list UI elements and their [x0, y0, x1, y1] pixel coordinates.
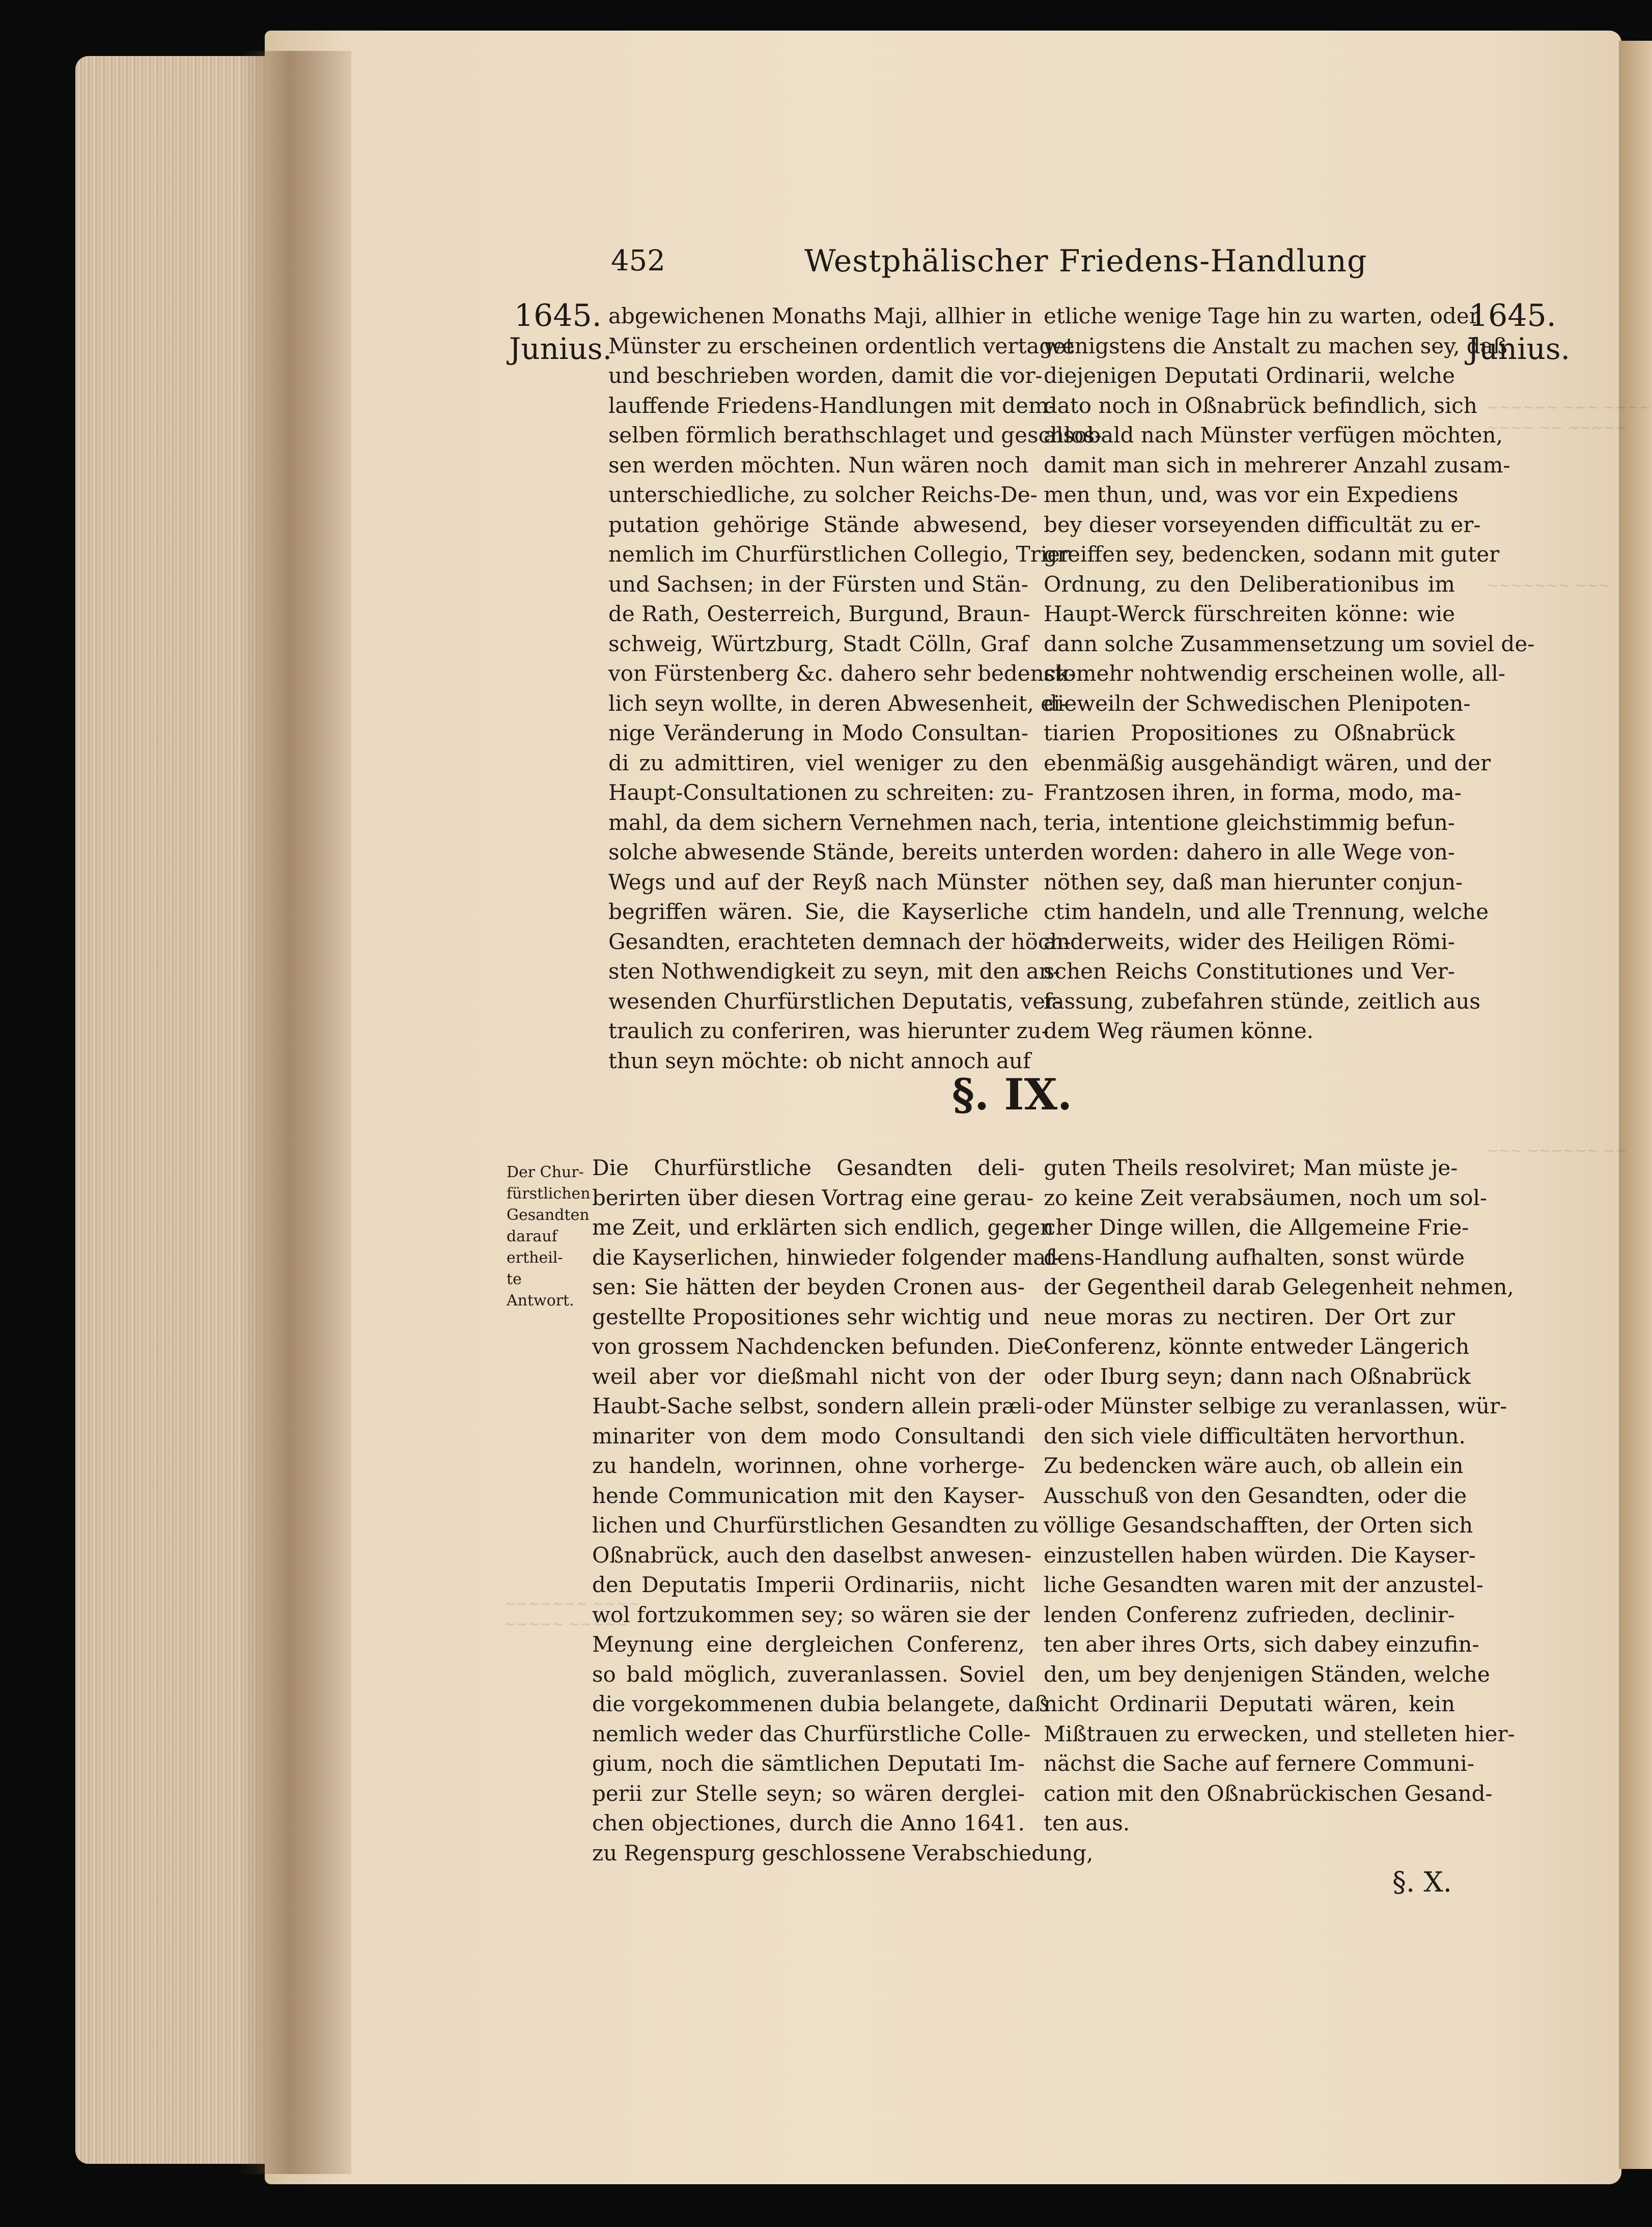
marginal-note: [507, 1162, 593, 1312]
text-line: lenden Conferenz zufrieden, declinir-: [1044, 1602, 1455, 1627]
text-line: den worden: dahero in alle Wege von-: [1044, 840, 1455, 865]
margin-month-right: Junius.: [1467, 331, 1571, 366]
running-title: Westphälischer Friedens-Handlung: [804, 243, 1367, 279]
text-line: Gesandten, erachteten demnach der höch-: [608, 929, 1071, 954]
text-line: selben förmlich berathschlaget und geschlos-: [608, 423, 1102, 448]
text-line: cher Dinge willen, die Allgemeine Frie-: [1044, 1215, 1469, 1240]
binding-gutter: [239, 51, 351, 2174]
text-line: dato noch in Oßnabrück befindlich, sich: [1044, 393, 1477, 418]
section-heading: §. IX.: [952, 1069, 1073, 1120]
text-line: chen objectiones, durch die Anno 1641.: [592, 1811, 1025, 1835]
text-line: Die Churfürstliche Gesandten deli-: [592, 1155, 1025, 1180]
text-line: lichen und Churfürstlichen Gesandten zu: [592, 1513, 1039, 1538]
text-line: damit man sich in mehrerer Anzahl zusam-: [1044, 452, 1510, 478]
text-line: Haubt-Sache selbst, sondern allein præli-: [592, 1394, 1043, 1418]
text-line: anderweits, wider des Heiligen Römi-: [1044, 929, 1455, 954]
margin-year-right: 1645.: [1469, 298, 1556, 333]
text-line: und beschrieben worden, damit die vor-: [608, 363, 1043, 388]
text-line: fassung, zubefahren stünde, zeitlich aus: [1044, 988, 1480, 1014]
text-line: neue moras zu nectiren. Der Ort zur: [1044, 1304, 1455, 1329]
text-line: sten Nothwendigkeit zu seyn, mit den an-: [608, 959, 1060, 984]
text-line: ten aber ihres Orts, sich dabey einzufin-: [1044, 1632, 1479, 1657]
text-line: wesenden Churfürstlichen Deputatis, ver-: [608, 988, 1063, 1014]
text-line: zu handeln, worinnen, ohne vorherge-: [592, 1453, 1025, 1478]
text-line: putation gehörige Stände abwesend,: [608, 512, 1028, 537]
text-line: thun seyn möchte: ob nicht annoch auf: [608, 1048, 1031, 1073]
text-line: traulich zu conferiren, was hierunter zu-: [608, 1018, 1049, 1043]
marginal-note-line: Der Chur-: [507, 1163, 584, 1181]
text-line: alsobald nach Münster verfügen möchten,: [1044, 423, 1503, 448]
margin-year-left: 1645.: [514, 298, 602, 333]
text-line: gium, noch die sämtlichen Deputati Im-: [592, 1751, 1025, 1776]
text-line: zu Regenspurg geschlossene Verabschiedung,: [592, 1840, 1094, 1866]
text-line: oder Iburg seyn; dann nach Oßnabrück: [1044, 1363, 1471, 1389]
text-line: begriffen wären. Sie, die Kayserliche: [608, 899, 1028, 924]
text-line: gestellte Propositiones sehr wichtig und: [592, 1304, 1029, 1329]
text-line: mahl, da dem sichern Vernehmen nach,: [608, 810, 1039, 835]
text-line: Ausschuß von den Gesandten, oder die: [1044, 1483, 1467, 1508]
text-line: den, um bey denjenigen Ständen, welche: [1044, 1661, 1490, 1687]
text-line: nige Veränderung in Modo Consultan-: [608, 720, 1028, 745]
text-line: wol fortzukommen sey; so wären sie der: [592, 1602, 1030, 1627]
text-line: de Rath, Oesterreich, Burgund, Braun-: [608, 601, 1030, 626]
text-line: von Fürstenberg &c. dahero sehr bedenck-: [608, 661, 1076, 686]
bleed-through: ~~~~~~~ ~~~~: [504, 1595, 640, 1612]
text-line: Mißtrauen zu erwecken, und stelleten hier-: [1044, 1721, 1515, 1746]
text-line: Ordnung, zu den Deliberationibus im: [1044, 571, 1455, 597]
text-line: die Kayserlichen, hinwieder folgender maf-: [592, 1244, 1060, 1270]
text-line: men thun, und, was vor ein Expediens: [1044, 482, 1459, 507]
text-line: lich seyn wollte, in deren Abwesenheit, ei-: [608, 690, 1068, 716]
text-line: nemlich weder das Churfürstliche Colle-: [592, 1721, 1031, 1746]
text-line: tiarien Propositiones zu Oßnabrück: [1044, 720, 1455, 745]
margin-month-left: Junius.: [509, 331, 612, 366]
text-line: oder Münster selbige zu veranlassen, wür-: [1044, 1394, 1507, 1418]
text-line: berirten über diesen Vortrag eine gerau-: [592, 1185, 1034, 1210]
text-line: teria, intentione gleichstimmig befun-: [1044, 810, 1455, 835]
bleed-through: ~~~~ ~~ ~~~~~: [1487, 419, 1627, 436]
text-line: greiffen sey, bedencken, sodann mit guter: [1044, 542, 1500, 567]
text-line: minariter von dem modo Consultandi: [592, 1423, 1025, 1449]
marginal-note-line: fürstlichen: [507, 1185, 591, 1203]
text-line: dieweiln der Schwedischen Plenipoten-: [1044, 690, 1471, 716]
bleed-through: ~~~ ~~~~~~ ~~: [1487, 1142, 1627, 1159]
text-line: Conferenz, könnte entweder Längerich: [1044, 1334, 1470, 1359]
facing-page-edge: [1619, 41, 1652, 2169]
text-line: den sich viele difficultäten hervorthun.: [1044, 1423, 1466, 1449]
text-line: hende Communication mit den Kayser-: [592, 1483, 1025, 1508]
text-line: Haupt-Consultationen zu schreiten: zu-: [608, 780, 1034, 805]
text-line: die vorgekommenen dubia belangete, daß: [592, 1691, 1049, 1716]
text-line: dann solche Zusammensetzung um soviel de-: [1044, 631, 1535, 656]
text-line: nöthen sey, daß man hierunter conjun-: [1044, 869, 1463, 895]
text-line: diejenigen Deputati Ordinarii, welche: [1044, 363, 1455, 388]
text-line: der Gegentheil darab Gelegenheit nehmen,: [1044, 1274, 1514, 1299]
text-line: solche abwesende Stände, bereits unter: [608, 840, 1044, 865]
text-line: ebenmäßig ausgehändigt wären, und der: [1044, 750, 1491, 775]
text-line: nemlich im Churfürstlichen Collegio, Trier: [608, 542, 1071, 567]
text-line: und Sachsen; in der Fürsten und Stän-: [608, 571, 1028, 597]
text-line: nächst die Sache auf fernere Communi-: [1044, 1751, 1475, 1776]
marginal-note-line: darauf ertheil-: [507, 1228, 563, 1267]
text-column-left-top: [608, 301, 1102, 1076]
text-line: Wegs und auf der Reyß nach Münster: [608, 869, 1028, 895]
text-line: bey dieser vorseyenden difficultät zu er-: [1044, 512, 1481, 537]
text-line: sen: Sie hätten der beyden Cronen aus-: [592, 1274, 1025, 1299]
text-line: wenigstens die Anstalt zu machen sey, daß: [1044, 333, 1507, 358]
text-line: völlige Gesandschafften, der Orten sich: [1044, 1513, 1473, 1538]
text-line: etliche wenige Tage hin zu warten, oder: [1044, 303, 1479, 328]
text-line: Meynung eine dergleichen Conferenz,: [592, 1632, 1025, 1657]
text-line: dem Weg räumen könne.: [1044, 1018, 1314, 1043]
text-line: Oßnabrück, auch den daselbst anwesen-: [592, 1542, 1032, 1568]
text-line: nicht Ordinarii Deputati wären, kein: [1044, 1691, 1455, 1716]
text-line: stomehr nohtwendig erscheinen wolle, all-: [1044, 661, 1505, 686]
text-line: liche Gesandten waren mit der anzustel-: [1044, 1572, 1483, 1597]
text-line: lauffende Friedens-Handlungen mit dem-: [608, 393, 1056, 418]
text-line: cation mit den Oßnabrückischen Gesand-: [1044, 1780, 1493, 1806]
bleed-through: ~~~~~~~ ~~~: [1487, 577, 1611, 594]
text-line: von grossem Nachdencken befunden. Die-: [592, 1334, 1051, 1359]
text-line: sen werden möchten. Nun wären noch: [608, 452, 1028, 478]
text-line: Zu bedencken wäre auch, ob allein ein: [1044, 1453, 1464, 1478]
page-number: 452: [611, 244, 665, 277]
text-line: den Deputatis Imperii Ordinariis, nicht: [592, 1572, 1025, 1597]
text-line: guten Theils resolviret; Man müste je-: [1044, 1155, 1458, 1180]
text-line: Münster zu erscheinen ordentlich vertaget: [608, 333, 1075, 358]
text-line: di zu admittiren, viel weniger zu den: [608, 750, 1028, 775]
text-line: einzustellen haben würden. Die Kayser-: [1044, 1542, 1476, 1568]
text-line: schen Reichs Constitutiones und Ver-: [1044, 959, 1455, 984]
text-line: ctim handeln, und alle Trennung, welche: [1044, 899, 1489, 924]
text-line: zo keine Zeit verabsäumen, noch um sol-: [1044, 1185, 1488, 1210]
text-line: schweig, Würtzburg, Stadt Cölln, Graf: [608, 631, 1028, 656]
catchword: §. X.: [1392, 1866, 1452, 1898]
text-line: so bald möglich, zuveranlassen. Soviel: [592, 1661, 1025, 1687]
text-line: perii zur Stelle seyn; so wären derglei-: [592, 1780, 1025, 1806]
bleed-through: ~~~~~ ~~~~~: [504, 1616, 628, 1632]
text-line: Haupt-Werck fürschreiten könne: wie: [1044, 601, 1455, 626]
text-line: me Zeit, und erklärten sich endlich, gegen: [592, 1215, 1054, 1240]
text-line: weil aber vor dießmahl nicht von der: [592, 1363, 1025, 1389]
marginal-note-line: te Antwort.: [507, 1270, 574, 1310]
text-line: Frantzosen ihren, in forma, modo, ma-: [1044, 780, 1462, 805]
text-column-right-bottom: [1044, 1153, 1515, 1839]
text-line: abgewichenen Monaths Maji, allhier in: [608, 303, 1032, 328]
text-line: unterschiedliche, zu solcher Reichs-De-: [608, 482, 1038, 507]
text-line: ten aus.: [1044, 1811, 1130, 1835]
bleed-through: ~~~~~~ ~~~ ~~~~: [1487, 399, 1651, 415]
text-line: dens-Handlung aufhalten, sonst würde: [1044, 1244, 1465, 1270]
marginal-note-line: Gesandten: [507, 1206, 590, 1224]
